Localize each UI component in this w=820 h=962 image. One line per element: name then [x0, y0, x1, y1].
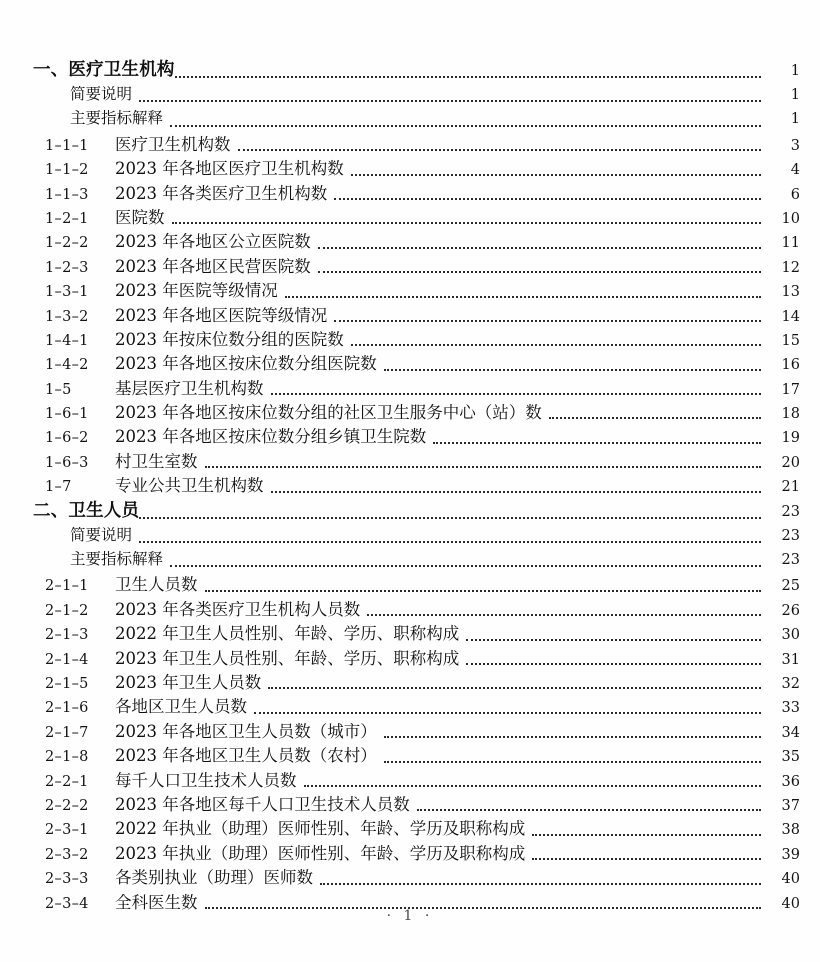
toc-section-header[interactable] — [0, 497, 820, 523]
toc-entry-row[interactable] — [0, 472, 820, 496]
dot-leader — [254, 704, 761, 718]
dot-leader — [417, 801, 761, 815]
toc-entry-code: 2–1–5 — [45, 675, 89, 692]
toc-entry-code: 2–3–4 — [45, 895, 89, 912]
toc-entry-row[interactable] — [0, 718, 820, 742]
toc-entry-page-number: 6 — [790, 186, 800, 203]
toc-entry-code: 1–2–1 — [45, 210, 89, 227]
toc-entry-page-number: 35 — [781, 749, 800, 766]
toc-entry-page-number: 23 — [781, 552, 800, 569]
toc-entry-page-number: 1 — [790, 87, 800, 103]
toc-entry-title: 2023 年各地区医疗卫生机构数 — [115, 159, 344, 179]
toc-note-row[interactable] — [0, 547, 820, 571]
toc-entry-code: 2–3–2 — [45, 846, 89, 863]
toc-entry-title: 2023 年各地区卫生人员数（城市） — [115, 721, 377, 741]
toc-entry-title: 二、卫生人员 — [33, 500, 140, 521]
dot-leader — [384, 728, 761, 742]
toc-entry-row[interactable] — [0, 693, 820, 717]
toc-entry-title: 2023 年各地区公立医院数 — [115, 232, 311, 252]
toc-entry-code: 1–6–2 — [45, 430, 89, 447]
toc-entry-page-number: 37 — [781, 797, 800, 814]
toc-entry-title: 医院数 — [115, 207, 165, 227]
toc-entry-title: 每千人口卫生技术人员数 — [115, 770, 297, 790]
toc-entry-code: 2–1–8 — [45, 749, 89, 766]
dot-leader — [139, 533, 761, 547]
toc-entry-code: 2–1–6 — [45, 700, 89, 717]
toc-entry-title: 2023 年各类医疗卫生机构数 — [115, 183, 328, 203]
toc-entry-row[interactable] — [0, 375, 820, 399]
toc-entry-page-number: 32 — [781, 675, 800, 692]
toc-entry-title: 2023 年各地区卫生人员数（农村） — [115, 746, 377, 766]
toc-entry-title: 2022 年执业（助理）医师性别、年龄、学历及职称构成 — [115, 819, 526, 839]
toc-entry-row[interactable] — [0, 742, 820, 766]
dot-leader — [170, 557, 761, 571]
toc-entry-code: 2–1–2 — [45, 602, 89, 619]
toc-entry-title: 2023 年各地区医院等级情况 — [115, 305, 328, 325]
dot-leader — [334, 312, 761, 326]
dot-leader — [466, 655, 761, 669]
toc-entry-page-number: 23 — [781, 527, 800, 544]
dot-leader — [205, 458, 762, 472]
toc-entry-page-number: 14 — [781, 308, 800, 325]
dot-leader — [285, 288, 761, 302]
toc-entry-code: 1–4–2 — [45, 357, 89, 374]
toc-entry-code: 1–4–1 — [45, 332, 89, 349]
toc-entry-page-number: 19 — [781, 430, 800, 447]
toc-entry-title: 主要指标解释 — [70, 109, 164, 128]
dot-leader — [271, 385, 762, 399]
toc-entry-page-number: 40 — [781, 871, 800, 888]
toc-entry-row[interactable] — [0, 350, 820, 374]
toc-entry-title: 简要说明 — [70, 525, 133, 544]
dot-leader — [172, 214, 762, 228]
toc-entry-code: 2–1–3 — [45, 627, 89, 644]
dot-leader — [351, 336, 761, 350]
dot-leader — [384, 361, 761, 375]
toc-entry-page-number: 12 — [781, 259, 800, 276]
toc-entry-row[interactable] — [0, 669, 820, 693]
toc-entry-row[interactable] — [0, 423, 820, 447]
toc-entry-code: 1–5 — [45, 381, 72, 398]
toc-entry-row[interactable] — [0, 840, 820, 864]
toc-entry-page-number: 21 — [781, 479, 800, 496]
toc-entry-row[interactable] — [0, 571, 820, 595]
dot-leader — [351, 166, 761, 180]
toc-entry-page-number: 16 — [781, 357, 800, 374]
toc-entry-title: 2023 年各类医疗卫生机构人员数 — [115, 599, 361, 619]
toc-entry-row[interactable] — [0, 645, 820, 669]
toc-entry-row[interactable] — [0, 204, 820, 228]
dot-leader — [549, 409, 761, 423]
toc-entry-page-number: 33 — [781, 700, 800, 717]
dot-leader — [466, 631, 761, 645]
toc-entry-row[interactable] — [0, 155, 820, 179]
dot-leader — [433, 434, 761, 448]
toc-entry-page-number: 30 — [781, 627, 800, 644]
toc-entry-title: 专业公共卫生机构数 — [115, 476, 264, 496]
dot-leader — [268, 679, 761, 693]
toc-entry-code: 1–1–1 — [45, 137, 89, 154]
toc-entry-title: 2023 年执业（助理）医师性别、年龄、学历及职称构成 — [115, 843, 526, 863]
toc-section-header[interactable] — [0, 56, 820, 82]
toc-entry-title: 一、医疗卫生机构 — [33, 60, 175, 80]
dot-leader — [320, 875, 761, 889]
toc-entry-code: 2–2–2 — [45, 797, 89, 814]
toc-entry-page-number: 36 — [781, 773, 800, 790]
toc-entry-code: 1–1–3 — [45, 186, 89, 203]
toc-entry-title: 村卫生室数 — [115, 451, 198, 471]
toc-entry-code: 2–3–1 — [45, 822, 89, 839]
toc-entry-row[interactable] — [0, 399, 820, 423]
toc-entry-page-number: 34 — [781, 724, 800, 741]
dot-leader — [304, 777, 762, 791]
toc-entry-row[interactable] — [0, 767, 820, 791]
toc-entry-page-number: 18 — [781, 406, 800, 423]
page-number-footer: · 1 · — [386, 908, 434, 924]
toc-entry-title: 2023 年卫生人员数 — [115, 672, 262, 692]
toc-entry-row[interactable] — [0, 448, 820, 472]
toc-entry-page-number: 4 — [790, 162, 800, 179]
dot-leader — [318, 239, 761, 253]
toc-entry-page-number: 13 — [781, 284, 800, 301]
toc-entry-row[interactable] — [0, 277, 820, 301]
toc-entry-title: 简要说明 — [70, 85, 133, 103]
toc-entry-page-number: 31 — [781, 651, 800, 668]
toc-entry-page-number: 3 — [790, 137, 800, 154]
toc-entry-code: 1–2–2 — [45, 235, 89, 252]
toc-entry-row[interactable] — [0, 228, 820, 252]
dot-leader — [238, 141, 762, 155]
dot-leader — [205, 582, 762, 596]
toc-entry-page-number: 39 — [781, 846, 800, 863]
toc-entry-title: 2023 年卫生人员性别、年龄、学历、职称构成 — [115, 648, 460, 668]
toc-entry-page-number: 1 — [790, 111, 800, 128]
toc-entry-title: 全科医生数 — [115, 892, 198, 912]
toc-entry-code: 2–3–3 — [45, 871, 89, 888]
toc-entry-list — [0, 56, 820, 913]
toc-entry-code: 1–6–1 — [45, 406, 89, 423]
toc-entry-code: 2–1–7 — [45, 724, 89, 741]
toc-entry-title: 2023 年各地区每千人口卫生技术人员数 — [115, 794, 410, 814]
toc-entry-title: 2023 年各地区按床位数分组乡镇卫生院数 — [115, 427, 427, 447]
toc-entry-title: 各地区卫生人员数 — [115, 697, 247, 717]
dot-leader — [139, 92, 761, 106]
toc-entry-code: 1–7 — [45, 479, 72, 496]
dot-leader — [384, 753, 761, 767]
toc-entry-code: 2–1–1 — [45, 578, 89, 595]
toc-entry-row[interactable] — [0, 180, 820, 204]
toc-entry-page-number: 26 — [781, 602, 800, 619]
dot-leader — [532, 850, 761, 864]
toc-entry-title: 基层医疗卫生机构数 — [115, 378, 264, 398]
toc-entry-row[interactable] — [0, 791, 820, 815]
dot-leader — [532, 826, 761, 840]
toc-entry-page-number: 20 — [781, 454, 800, 471]
toc-entry-title: 2023 年按床位数分组的医院数 — [115, 329, 344, 349]
toc-entry-row[interactable] — [0, 131, 820, 155]
toc-entry-title: 医疗卫生机构数 — [115, 134, 231, 154]
toc-entry-page-number: 38 — [781, 822, 800, 839]
toc-entry-page-number: 15 — [781, 332, 800, 349]
dot-leader — [271, 483, 762, 497]
toc-entry-code: 2–1–4 — [45, 651, 89, 668]
toc-entry-row[interactable] — [0, 253, 820, 277]
toc-entry-page-number: 10 — [781, 210, 800, 227]
dot-leader — [367, 606, 761, 620]
toc-entry-row[interactable] — [0, 815, 820, 839]
toc-entry-row[interactable] — [0, 620, 820, 644]
toc-entry-page-number: 11 — [781, 235, 800, 252]
toc-entry-row[interactable] — [0, 596, 820, 620]
dot-leader — [139, 509, 761, 523]
toc-entry-title: 2023 年各地区按床位数分组医院数 — [115, 354, 377, 374]
toc-entry-title: 2023 年医院等级情况 — [115, 281, 278, 301]
dot-leader — [334, 190, 761, 204]
dot-leader — [318, 263, 761, 277]
toc-entry-title: 2023 年各地区按床位数分组的社区卫生服务中心（站）数 — [115, 403, 542, 423]
toc-entry-page-number: 25 — [781, 578, 800, 595]
toc-entry-title: 各类别执业（助理）医师数 — [115, 868, 313, 888]
toc-entry-row[interactable] — [0, 326, 820, 350]
toc-entry-code: 1–3–1 — [45, 284, 89, 301]
toc-entry-row[interactable] — [0, 302, 820, 326]
toc-entry-title: 卫生人员数 — [115, 575, 198, 595]
toc-note-row[interactable] — [0, 106, 820, 130]
toc-entry-code: 1–1–2 — [45, 162, 89, 179]
toc-entry-title: 主要指标解释 — [70, 550, 164, 569]
toc-entry-code: 1–3–2 — [45, 308, 89, 325]
toc-entry-code: 1–2–3 — [45, 259, 89, 276]
toc-entry-page-number: 23 — [781, 503, 800, 520]
toc-note-row[interactable] — [0, 523, 820, 547]
toc-entry-row[interactable] — [0, 864, 820, 888]
dot-leader — [170, 117, 761, 131]
toc-entry-code: 2–2–1 — [45, 773, 89, 790]
toc-entry-code: 1–6–3 — [45, 454, 89, 471]
toc-entry-page-number: 17 — [781, 381, 800, 398]
toc-entry-title: 2022 年卫生人员性别、年龄、学历、职称构成 — [115, 624, 460, 644]
toc-entry-page-number: 40 — [781, 895, 800, 912]
toc-entry-page-number: 1 — [790, 63, 800, 79]
dot-leader — [175, 68, 761, 82]
toc-note-row[interactable] — [0, 82, 820, 106]
toc-entry-title: 2023 年各地区民营医院数 — [115, 256, 311, 276]
